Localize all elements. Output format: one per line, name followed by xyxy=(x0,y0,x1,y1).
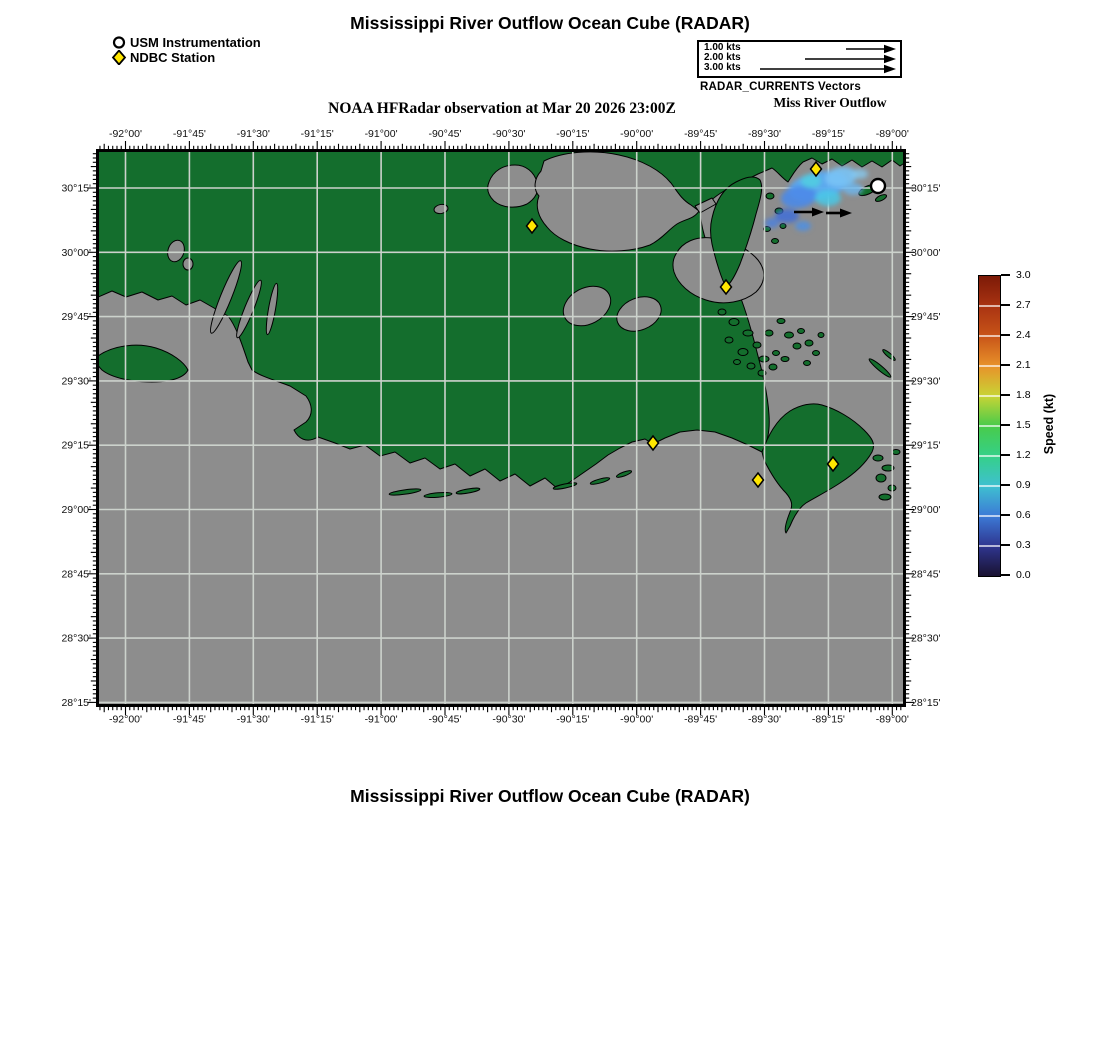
colorbar-divider xyxy=(979,365,1000,367)
colorbar-tick xyxy=(1001,454,1010,455)
colorbar-tick-label: 0.6 xyxy=(1016,508,1031,521)
lon-label-top: -90°45' xyxy=(428,128,462,140)
legend-ndbc-label: NDBC Station xyxy=(130,50,216,65)
station-legend xyxy=(111,35,261,65)
lon-label-top: -91°30' xyxy=(236,128,270,140)
lon-label-bottom: -90°00' xyxy=(620,713,654,726)
colorbar-divider xyxy=(979,485,1000,487)
lat-label-right: 29°15' xyxy=(911,439,941,452)
lon-label-bottom: -92°00' xyxy=(108,713,143,726)
vector-scale-subcaption: Miss River Outflow xyxy=(773,95,887,110)
lat-label-right: 28°45' xyxy=(911,568,941,581)
colorbar-tick-label: 2.1 xyxy=(1016,358,1031,371)
legend-row-ndbc xyxy=(111,50,261,65)
lon-label-top: -89°45' xyxy=(684,128,718,140)
lon-label-bottom: -90°30' xyxy=(492,713,526,726)
lon-label-bottom: -91°30' xyxy=(236,713,270,726)
lon-label-top: -89°30' xyxy=(747,128,782,140)
vector-scale-arrow xyxy=(760,64,896,74)
colorbar-tick xyxy=(1001,364,1010,365)
colorbar-tick-label: 1.5 xyxy=(1016,418,1031,431)
map-subtitle: NOAA HFRadar observation at Mar 20 2026 23:00Z xyxy=(328,100,676,117)
colorbar-tick xyxy=(1001,394,1010,395)
colorbar-divider xyxy=(979,305,1000,307)
lon-label-top: -90°30' xyxy=(492,128,526,140)
colorbar-tick xyxy=(1001,304,1010,305)
lat-label-right: 30°15' xyxy=(911,182,941,195)
lat-label-left: 28°30' xyxy=(61,632,91,645)
legend-row-usm xyxy=(111,35,261,50)
vector-scale-arrow xyxy=(805,54,896,64)
lon-label-bottom: -91°00' xyxy=(364,713,398,726)
colorbar-tick-label: 3.0 xyxy=(1016,268,1031,281)
colorbar-divider xyxy=(979,395,1000,397)
colorbar-tick-label: 2.7 xyxy=(1016,298,1031,311)
radar-cell xyxy=(815,190,841,206)
legend-usm-label: USM Instrumentation xyxy=(130,35,261,50)
lat-label-left: 28°45' xyxy=(61,568,91,581)
vector-scale-label: 2.00 kts xyxy=(704,52,741,63)
colorbar-divider xyxy=(979,455,1000,457)
lat-label-right: 28°30' xyxy=(911,632,941,645)
lon-label-top: -89°00' xyxy=(875,128,909,140)
map-canvas xyxy=(0,120,1100,740)
vector-scale-label: 1.00 kts xyxy=(704,42,741,53)
usm-station-marker xyxy=(871,179,885,193)
lon-label-top: -91°15' xyxy=(300,128,334,140)
vector-scale-arrow xyxy=(846,44,896,54)
lat-label-right: 30°00' xyxy=(911,246,941,259)
lon-label-bottom: -89°00' xyxy=(875,713,909,726)
lon-label-top: -90°15' xyxy=(556,128,590,140)
lat-label-left: 28°15' xyxy=(61,696,91,709)
colorbar-tick-label: 1.2 xyxy=(1016,448,1031,461)
radar-cell xyxy=(765,218,779,228)
lon-label-bottom: -90°45' xyxy=(428,713,462,726)
lat-label-left: 29°00' xyxy=(61,504,91,516)
swamp-lake xyxy=(183,258,193,270)
colorbar-divider xyxy=(979,545,1000,547)
lon-label-bottom: -90°15' xyxy=(556,713,590,726)
lon-label-bottom: -91°45' xyxy=(172,713,206,726)
colorbar-tick xyxy=(1001,274,1010,275)
usm-circle-icon xyxy=(111,35,127,50)
lon-label-top: -89°15' xyxy=(811,128,845,140)
lat-label-left: 29°45' xyxy=(61,311,91,324)
colorbar-tick-label: 2.4 xyxy=(1016,328,1031,341)
lon-label-top: -91°00' xyxy=(364,128,398,140)
colorbar-tick xyxy=(1001,424,1010,425)
colorbar-axis-label: Speed (kt) xyxy=(1042,393,1056,455)
lat-label-left: 30°15' xyxy=(61,182,91,195)
colorbar-divider xyxy=(979,425,1000,427)
colorbar-tick xyxy=(1001,544,1010,545)
lat-label-left: 29°15' xyxy=(61,439,91,452)
lon-label-top: -91°45' xyxy=(172,128,206,140)
colorbar-tick xyxy=(1001,334,1010,335)
lat-label-left: 30°00' xyxy=(61,246,91,259)
lon-label-bottom: -89°15' xyxy=(811,713,845,726)
colorbar-tick-label: 0.0 xyxy=(1016,568,1031,581)
lat-label-right: 29°30' xyxy=(911,375,941,388)
bottom-page-title: Mississippi River Outflow Ocean Cube (RADAR) xyxy=(350,786,750,806)
colorbar-tick-label: 0.3 xyxy=(1016,538,1031,551)
lon-label-bottom: -91°15' xyxy=(300,713,334,726)
radar-cell xyxy=(843,183,863,195)
colorbar-tick xyxy=(1001,514,1010,515)
radar-cell xyxy=(801,174,821,188)
colorbar-tick xyxy=(1001,574,1010,575)
vector-scale-caption: RADAR_CURRENTS Vectors xyxy=(700,81,861,93)
lon-label-top: -92°00' xyxy=(108,128,143,140)
page-title: Mississippi River Outflow Ocean Cube (RADAR) xyxy=(350,13,750,33)
lat-label-right: 29°00' xyxy=(911,504,941,516)
colorbar-tick-label: 0.9 xyxy=(1016,478,1031,491)
colorbar-divider xyxy=(979,335,1000,337)
lon-label-bottom: -89°30' xyxy=(747,713,782,726)
colorbar-tick xyxy=(1001,484,1010,485)
radar-cell xyxy=(852,169,868,179)
lon-label-bottom: -89°45' xyxy=(684,713,718,726)
colorbar xyxy=(978,275,1001,577)
colorbar-divider xyxy=(979,515,1000,517)
colorbar-tick-label: 1.8 xyxy=(1016,388,1031,401)
vector-scale-box xyxy=(697,40,902,78)
radar-cell xyxy=(795,221,811,231)
lon-label-top: -90°00' xyxy=(620,128,654,140)
vector-scale-label: 3.00 kts xyxy=(704,62,741,73)
lat-label-left: 29°30' xyxy=(61,375,91,388)
lat-label-right: 28°15' xyxy=(911,696,941,709)
ndbc-diamond-icon xyxy=(111,50,127,65)
lat-label-right: 29°45' xyxy=(911,311,941,324)
